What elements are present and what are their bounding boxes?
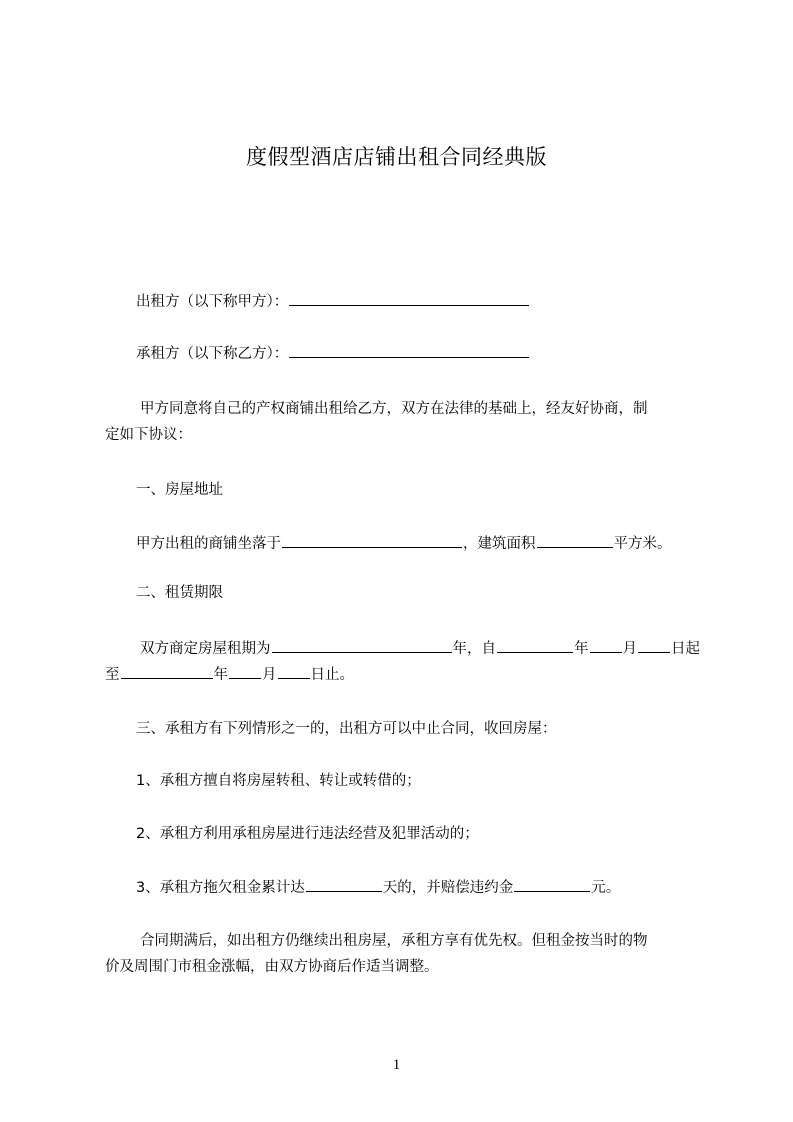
term-text-f: 至 xyxy=(105,667,120,683)
lease-term-line-2 xyxy=(105,663,354,687)
page-number: 1 xyxy=(392,1057,401,1073)
termination-item-2: 2、承租方利用承租房屋进行违法经营及犯罪活动的； xyxy=(136,826,479,842)
address-line xyxy=(136,532,672,556)
termination-item-1: 1、承租方擅自将房屋转租、转让或转借的； xyxy=(136,773,421,789)
item3-text-c: 元。 xyxy=(591,880,621,896)
term-text-a: 双方商定房屋租期为 xyxy=(140,641,271,657)
lessor-blank[interactable] xyxy=(289,290,529,306)
term-text-g: 年 xyxy=(213,667,228,683)
end-year-blank[interactable] xyxy=(121,663,213,679)
item3-text-a: 3、承租方拖欠租金累计达 xyxy=(136,880,305,896)
lessee-blank[interactable] xyxy=(289,342,529,358)
term-text-i: 日止。 xyxy=(310,667,354,683)
lessee-line xyxy=(136,342,530,366)
document-title: 度假型酒店店铺出租合同经典版 xyxy=(246,145,547,169)
penalty-blank[interactable] xyxy=(514,876,590,892)
start-year-blank[interactable] xyxy=(497,637,573,653)
arrears-days-blank[interactable] xyxy=(306,876,382,892)
address-blank[interactable] xyxy=(282,532,462,548)
start-month-blank[interactable] xyxy=(590,637,622,653)
intro-line-1: 甲方同意将自己的产权商铺出租给乙方，双方在法律的基础上，经友好协商，制 xyxy=(140,401,648,417)
lessor-label: 出租方（以下称甲方）： xyxy=(136,294,289,310)
address-text-c: 平方米。 xyxy=(613,536,672,552)
address-text-b: ，建筑面积 xyxy=(463,536,536,552)
start-day-blank[interactable] xyxy=(638,637,670,653)
item3-text-b: 天的，并赔偿违约金 xyxy=(382,880,514,896)
lessee-label: 承租方（以下称乙方）： xyxy=(136,346,289,362)
termination-item-3 xyxy=(136,876,620,900)
term-text-c: 年 xyxy=(574,641,589,657)
term-text-b: 年，自 xyxy=(452,641,496,657)
renewal-line-1: 合同期满后，如出租方仍继续出租房屋，承租方享有优先权。但租金按当时的物 xyxy=(140,933,648,949)
lease-term-line-1 xyxy=(140,637,700,661)
lessor-line xyxy=(136,290,530,314)
term-years-blank[interactable] xyxy=(272,637,452,653)
intro-line-2: 定如下协议： xyxy=(105,427,192,443)
end-month-blank[interactable] xyxy=(229,663,261,679)
term-text-d: 月 xyxy=(622,641,637,657)
section-1-heading: 一、房屋地址 xyxy=(136,482,223,498)
renewal-line-2: 价及周围门市租金涨幅，由双方协商后作适当调整。 xyxy=(105,959,439,975)
area-blank[interactable] xyxy=(537,532,613,548)
end-day-blank[interactable] xyxy=(278,663,310,679)
term-text-e: 日起 xyxy=(671,641,700,657)
section-2-heading: 二、租赁期限 xyxy=(136,585,223,601)
term-text-h: 月 xyxy=(262,667,277,683)
address-text-a: 甲方出租的商铺坐落于 xyxy=(136,536,281,552)
section-3-heading: 三、承租方有下列情形之一的，出租方可以中止合同，收回房屋： xyxy=(136,721,557,737)
